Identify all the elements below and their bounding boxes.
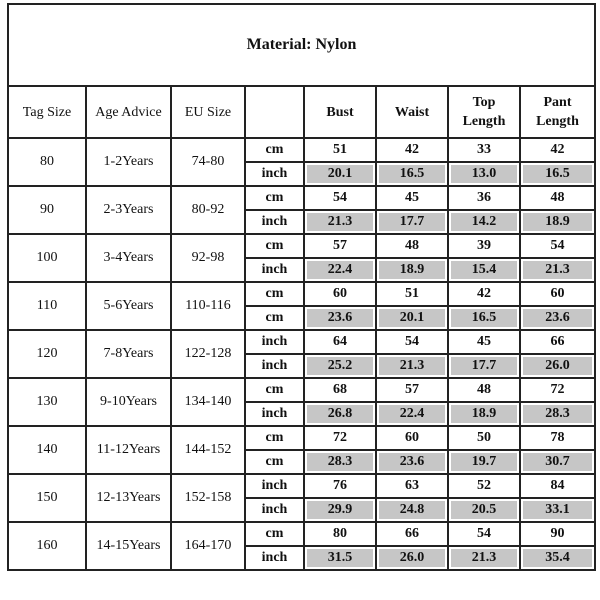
- eu-size-cell: 134-140: [171, 378, 245, 426]
- size-chart-table: [7, 3, 596, 571]
- unit-cell: cm: [245, 378, 304, 402]
- pant-length-cell: 28.3: [520, 402, 595, 426]
- waist-cell: 21.3: [376, 354, 448, 378]
- waist-cell: 24.8: [376, 498, 448, 522]
- bust-cell: 22.4: [304, 258, 376, 282]
- bust-cell: 57: [304, 234, 376, 258]
- pant-length-cell: 26.0: [520, 354, 595, 378]
- table-row: [8, 186, 595, 210]
- eu-size-cell: 74-80: [171, 138, 245, 186]
- pant-length-cell: 48: [520, 186, 595, 210]
- pant-length-cell: 78: [520, 426, 595, 450]
- top-length-cell: 14.2: [448, 210, 520, 234]
- unit-cell: inch: [245, 330, 304, 354]
- waist-cell: 57: [376, 378, 448, 402]
- eu-size-cell: 110-116: [171, 282, 245, 330]
- eu-size-cell: 122-128: [171, 330, 245, 378]
- age-advice-cell: 5-6Years: [86, 282, 171, 330]
- age-advice-cell: 2-3Years: [86, 186, 171, 234]
- pant-length-cell: 84: [520, 474, 595, 498]
- header-age-advice: Age Advice: [86, 86, 171, 138]
- top-length-cell: 17.7: [448, 354, 520, 378]
- tag-size-cell: 130: [8, 378, 86, 426]
- header-top-length: [448, 86, 520, 138]
- top-length-cell: 36: [448, 186, 520, 210]
- table-row: [8, 234, 595, 258]
- unit-cell: cm: [245, 306, 304, 330]
- top-length-cell: 16.5: [448, 306, 520, 330]
- pant-length-cell: 60: [520, 282, 595, 306]
- header-tag-size: Tag Size: [8, 86, 86, 138]
- unit-cell: cm: [245, 186, 304, 210]
- table-row: [8, 522, 595, 546]
- age-advice-cell: 12-13Years: [86, 474, 171, 522]
- eu-size-cell: 152-158: [171, 474, 245, 522]
- pant-length-cell: 33.1: [520, 498, 595, 522]
- header-eu-size: EU Size: [171, 86, 245, 138]
- table-row: [8, 474, 595, 498]
- pant-length-cell: 90: [520, 522, 595, 546]
- top-length-cell: 21.3: [448, 546, 520, 570]
- bust-cell: 51: [304, 138, 376, 162]
- waist-cell: 66: [376, 522, 448, 546]
- unit-cell: cm: [245, 138, 304, 162]
- waist-cell: 20.1: [376, 306, 448, 330]
- pant-length-cell: 66: [520, 330, 595, 354]
- waist-cell: 22.4: [376, 402, 448, 426]
- waist-cell: 17.7: [376, 210, 448, 234]
- age-advice-cell: 9-10Years: [86, 378, 171, 426]
- header-unit: [245, 86, 304, 138]
- unit-cell: inch: [245, 162, 304, 186]
- unit-cell: cm: [245, 522, 304, 546]
- pant-length-cell: 54: [520, 234, 595, 258]
- tag-size-cell: 140: [8, 426, 86, 474]
- age-advice-cell: 11-12Years: [86, 426, 171, 474]
- pant-length-cell: 18.9: [520, 210, 595, 234]
- bust-cell: 80: [304, 522, 376, 546]
- pant-length-cell: 16.5: [520, 162, 595, 186]
- waist-cell: 42: [376, 138, 448, 162]
- header-pant-length-text: Pant Length: [536, 95, 579, 129]
- bust-cell: 76: [304, 474, 376, 498]
- bust-cell: 23.6: [304, 306, 376, 330]
- unit-cell: inch: [245, 474, 304, 498]
- eu-size-cell: 144-152: [171, 426, 245, 474]
- unit-cell: inch: [245, 258, 304, 282]
- top-length-cell: 52: [448, 474, 520, 498]
- top-length-cell: 50: [448, 426, 520, 450]
- table-row: [8, 426, 595, 450]
- table-row: [8, 138, 595, 162]
- bust-cell: 72: [304, 426, 376, 450]
- pant-length-cell: 35.4: [520, 546, 595, 570]
- top-length-cell: 19.7: [448, 450, 520, 474]
- unit-cell: cm: [245, 282, 304, 306]
- pant-length-cell: 23.6: [520, 306, 595, 330]
- tag-size-cell: 160: [8, 522, 86, 570]
- unit-cell: inch: [245, 402, 304, 426]
- top-length-cell: 45: [448, 330, 520, 354]
- header-row: [8, 86, 595, 138]
- eu-size-cell: 164-170: [171, 522, 245, 570]
- waist-cell: 60: [376, 426, 448, 450]
- top-length-cell: 42: [448, 282, 520, 306]
- unit-cell: inch: [245, 354, 304, 378]
- top-length-cell: 54: [448, 522, 520, 546]
- header-waist: Waist: [376, 86, 448, 138]
- unit-cell: cm: [245, 426, 304, 450]
- bust-cell: 31.5: [304, 546, 376, 570]
- table-row: [8, 330, 595, 354]
- bust-cell: 21.3: [304, 210, 376, 234]
- top-length-cell: 15.4: [448, 258, 520, 282]
- waist-cell: 63: [376, 474, 448, 498]
- waist-cell: 51: [376, 282, 448, 306]
- waist-cell: 45: [376, 186, 448, 210]
- waist-cell: 23.6: [376, 450, 448, 474]
- bust-cell: 28.3: [304, 450, 376, 474]
- waist-cell: 26.0: [376, 546, 448, 570]
- top-length-cell: 48: [448, 378, 520, 402]
- pant-length-cell: 21.3: [520, 258, 595, 282]
- waist-cell: 48: [376, 234, 448, 258]
- tag-size-cell: 90: [8, 186, 86, 234]
- pant-length-cell: 30.7: [520, 450, 595, 474]
- pant-length-cell: 72: [520, 378, 595, 402]
- table-row: [8, 378, 595, 402]
- waist-cell: 54: [376, 330, 448, 354]
- table-row: [8, 282, 595, 306]
- eu-size-cell: 92-98: [171, 234, 245, 282]
- unit-cell: inch: [245, 210, 304, 234]
- bust-cell: 64: [304, 330, 376, 354]
- unit-cell: inch: [245, 546, 304, 570]
- header-bust: Bust: [304, 86, 376, 138]
- bust-cell: 60: [304, 282, 376, 306]
- tag-size-cell: 80: [8, 138, 86, 186]
- header-top-length-text: Top Length: [462, 95, 506, 129]
- header-pant-length: [520, 86, 595, 138]
- tag-size-cell: 150: [8, 474, 86, 522]
- unit-cell: cm: [245, 450, 304, 474]
- age-advice-cell: 3-4Years: [86, 234, 171, 282]
- age-advice-cell: 7-8Years: [86, 330, 171, 378]
- table-title: Material: Nylon: [8, 4, 595, 86]
- title-row: [8, 4, 595, 86]
- waist-cell: 16.5: [376, 162, 448, 186]
- tag-size-cell: 120: [8, 330, 86, 378]
- top-length-cell: 33: [448, 138, 520, 162]
- top-length-cell: 18.9: [448, 402, 520, 426]
- top-length-cell: 13.0: [448, 162, 520, 186]
- bust-cell: 29.9: [304, 498, 376, 522]
- waist-cell: 18.9: [376, 258, 448, 282]
- top-length-cell: 39: [448, 234, 520, 258]
- bust-cell: 26.8: [304, 402, 376, 426]
- tag-size-cell: 100: [8, 234, 86, 282]
- unit-cell: inch: [245, 498, 304, 522]
- bust-cell: 25.2: [304, 354, 376, 378]
- pant-length-cell: 42: [520, 138, 595, 162]
- bust-cell: 68: [304, 378, 376, 402]
- tag-size-cell: 110: [8, 282, 86, 330]
- bust-cell: 54: [304, 186, 376, 210]
- eu-size-cell: 80-92: [171, 186, 245, 234]
- bust-cell: 20.1: [304, 162, 376, 186]
- age-advice-cell: 14-15Years: [86, 522, 171, 570]
- age-advice-cell: 1-2Years: [86, 138, 171, 186]
- unit-cell: cm: [245, 234, 304, 258]
- top-length-cell: 20.5: [448, 498, 520, 522]
